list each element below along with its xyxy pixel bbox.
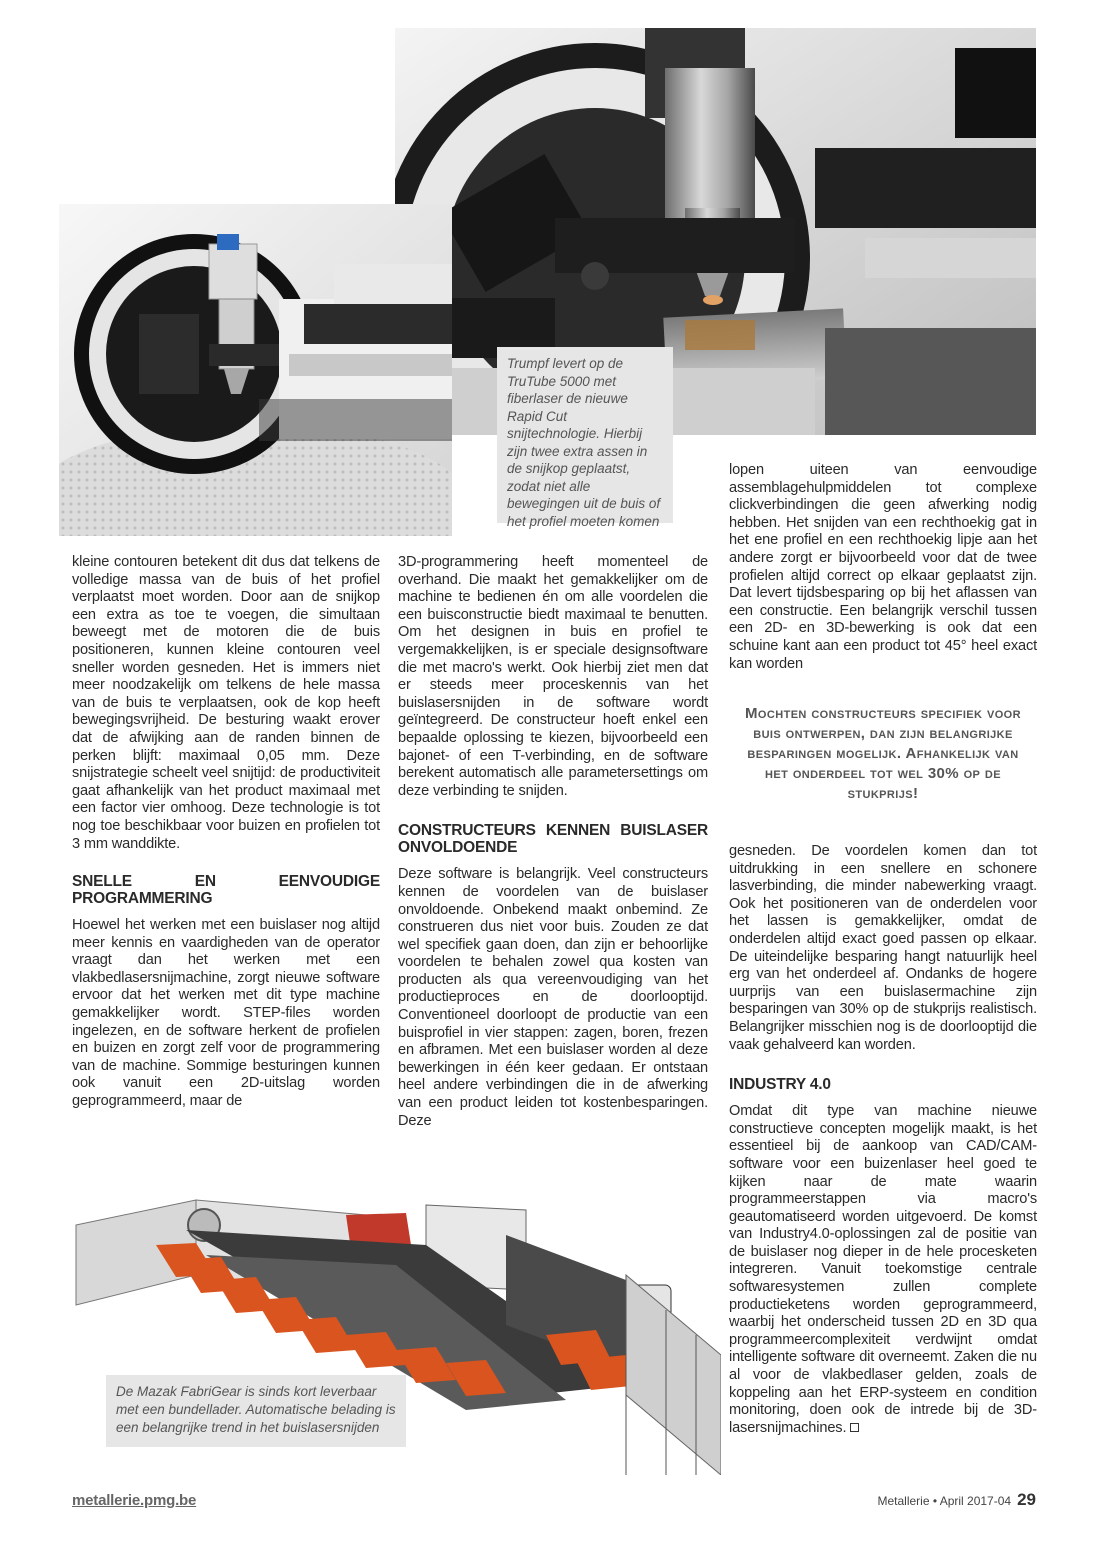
page-number: 29 — [1017, 1490, 1036, 1509]
mazak-caption: De Mazak FabriGear is sinds kort leverbaar met een bundellader. Automatische belading is een belangrijke trend in het buislasersnijden — [106, 1375, 406, 1447]
page-footer — [877, 1490, 1036, 1510]
section-heading: INDUSTRY 4.0 — [729, 1076, 831, 1094]
paragraph — [729, 1103, 1037, 1437]
trumpf-caption: Trumpf levert op de TruTube 5000 met fiberlaser de nieuwe Rapid Cut snijtechnologie. Hierbij zijn twee extra assen in de snijkop geplaatst, zodat niet alle bewegingen uit de buis of het profiel moeten komen — [497, 347, 673, 523]
column-3 — [729, 462, 1037, 673]
paragraph: gesneden. De voordelen komen dan tot uitdrukking in een snellere en schonere lasverbinding, die minder nabewerking vraagt. Ook het positioneren van de onderdelen voor het lassen is gemakkelijker, omdat de onderdelen altijd exact goed passen op elkaar. De uiteindelijke besparing hangt natuurlijk heel erg van het onderdeel af. Ondanks de hogere uurprijs van een buislasermachine zijn besparingen van 30% op de stukprijs realistisch. Belangrijker misschien nog is de doorlooptijd die vaak gehalveerd kan worden. — [729, 843, 1037, 1053]
publication-info: Metallerie • April 2017-04 — [877, 1494, 1012, 1508]
paragraph: Hoewel het werken met een buislaser nog altijd meer kennis en vaardigheden van de operator vraagt dan het werken met een vlakbedlasersnijmachine, zorgt nieuwe software ervoor dat het werken met dit type machine gemakkelijker wordt. STEP-files worden ingelezen, en de software herkent de profielen en buizen en zorgt zelf voor de programmering van de machine. Sommige besturingen kunnen ook vanuit een 2D-uitslag worden geprogrammeerd, maar de — [72, 917, 380, 1110]
column-3-continued — [729, 843, 1037, 1437]
paragraph: 3D-programmering heeft momenteel de overhand. Die maakt het gemakkelijker om de machine te bedienen én om alle voordelen die een buisconstructie biedt maximaal te benutten. Om het designen in buis en profiel te vergemakkelijken, is er speciale designsoftware die met macro's werkt. Ook hierbij ziet men dat er steeds meer proceskennis van het buislasersnijden in de software wordt geïntegreerd. De constructeur hoeft enkel een bepaalde oplossing te kiezen, bijvoorbeeld een bajonet- of een T-verbinding, en de software berekent automatisch alle parametersettings om deze verbinding te snijden. — [398, 554, 708, 799]
paragraph-text: Omdat dit type van machine nieuwe constructieve concepten mogelijk maakt, is het essentieel bij de aankoop van CAD/CAM-software voor een buizenlaser heel goed te kijken naar de mate waarin programmeerstappen via macro's geautomatiseerd worden uitgevoerd. De komst van Industry4.0-oplossingen zal de positie van de buislaser nog dieper in de hele procesketen integreren. Vanuit toekomstige centrale softwaresystemen zullen complete productieketens worden geprogrammeerd, waarbij het onderscheid tussen 2D en 3D qua programmeercomplexiteit verdwijnt omdat intelligente software dit overneemt. Zaken die nu al voor de vlakbedlaser gelden, zoals de koppeling aan het ERP-systeem en condition monitoring, doen ook de intrede bij de 3D-lasersnijmachines. — [729, 1103, 1037, 1436]
paragraph: kleine contouren betekent dit dus dat telkens de volledige massa van de buis of het profiel verplaatst moet worden. Door aan de snijkop een extra as toe te voegen, die simultaan beweegt met de motoren die de buis positioneren, kunnen kleine contouren veel sneller worden gesneden. Het is immers niet meer noodzakelijk om telkens de hele massa van de buis te verplaatsen, ook de kop heeft bewegingsvrijheid. De besturing waakt erover dat de afwijking aan de randen binnen de perken blijft: maximaal 0,05 mm. Deze snijstrategie scheelt veel snijtijd: de productiviteit gaat afhankelijk van het product maximaal met een factor vier omhoog. Deze technologie is tot nog toe beschikbaar voor buizen en profielen tot 3 mm wanddikte. — [72, 554, 380, 852]
website-link[interactable]: metallerie.pmg.be — [72, 1492, 197, 1509]
column-1 — [72, 554, 380, 1111]
paragraph: Deze software is belangrijk. Veel constructeurs kennen de voordelen van de buislaser onvoldoende. Onbekend maakt onbemind. Ze construeren dus niet voor buis. Zouden ze dat wel specifiek gaan doen, dan zijn er behoorlijke voordelen te behalen zowel qua kosten van producten als qua vereenvoudiging van het productieproces en de doorlooptijd. Conventioneel doorloopt de productie van een buisprofiel in vier stappen: zagen, boren, frezen en afbramen. Met een buislaser worden al deze bewerkingen in één keer gedaan. Er ontstaan heel andere verbindingen die in de afwerking van een product leiden tot kostenbesparingen. Deze — [398, 866, 708, 1129]
pull-quote: Mochten constructeurs specifiek voor buis ontwerpen, dan zijn belangrijke besparingen mogelijk. Afhankelijk van het onderdeel tot wel 30% op de stukprijs! — [745, 705, 1021, 802]
paragraph: lopen uiteen van eenvoudige assemblagehulpmiddelen tot complexe clickverbindingen die geen afwerking nodig hebben. Het snijden van een rechthoekig gat in het ene profiel en een rechthoekig lipje aan het andere zorgt er bijvoorbeeld voor dat de twee profielen altijd correct op elkaar geplaatst zijn. Dat levert tijdsbesparing op bij het aflassen van een constructie. Een belangrijk verschil tussen een 2D- en 3D-bewerking is ook dat een schuine kant aan een product tot 45° heel exact kan worden — [729, 462, 1037, 672]
section-heading: CONSTRUCTEURS KENNEN BUISLASER ONVOLDOENDE — [398, 822, 708, 857]
section-heading: SNELLE EN EENVOUDIGE PROGRAMMERING — [72, 873, 380, 908]
cutting-head-photo — [395, 28, 1036, 435]
tube-chuck-photo — [59, 204, 452, 536]
end-of-article-icon — [850, 1423, 859, 1432]
column-2 — [398, 554, 708, 1130]
